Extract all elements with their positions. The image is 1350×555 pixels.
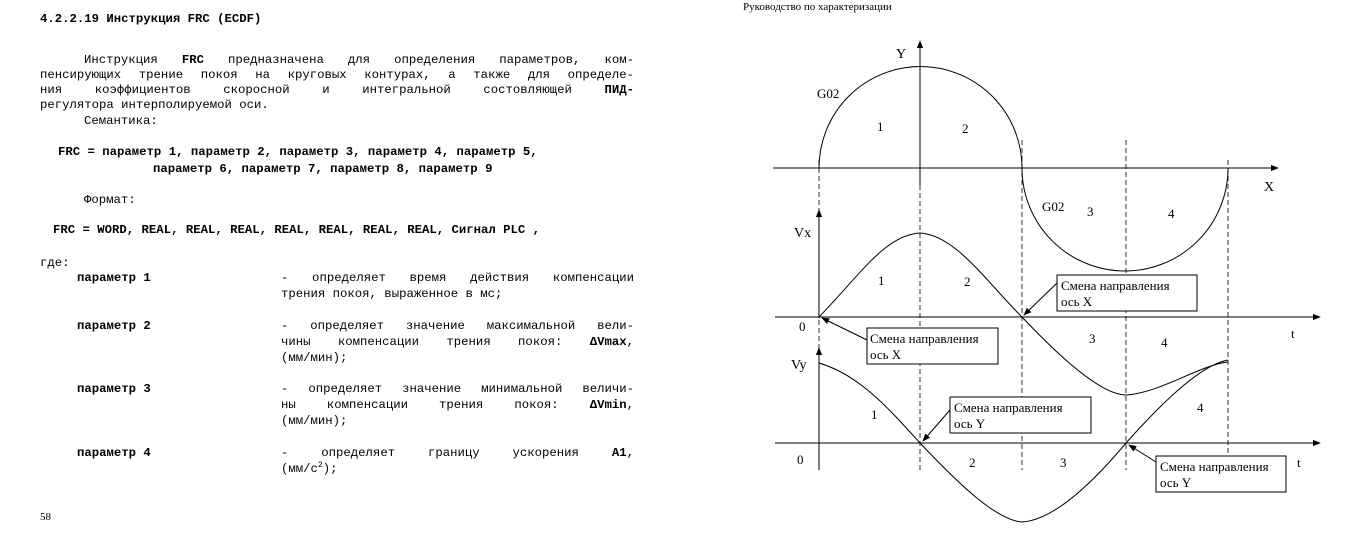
vy-label: Vy bbox=[791, 358, 807, 373]
page-number: 58 bbox=[40, 511, 51, 523]
param-4-name: параметр 4 bbox=[77, 446, 151, 460]
callout-vx-right bbox=[1024, 275, 1197, 315]
where-label: где: bbox=[40, 256, 70, 270]
vx-quadrant-2: 2 bbox=[964, 274, 971, 289]
callout-arrow bbox=[1129, 445, 1156, 462]
vy-t-label: t bbox=[1297, 455, 1301, 470]
param-2-name: параметр 2 bbox=[77, 319, 151, 333]
param-2-desc-3: (мм/мин); bbox=[281, 351, 348, 365]
callout-line-2: ось Y bbox=[1160, 475, 1192, 490]
circle-quadrant-1: 1 bbox=[877, 119, 884, 134]
vx-quadrant-1: 1 bbox=[878, 273, 885, 288]
lower-arc bbox=[1022, 168, 1228, 271]
callout-vy-right bbox=[1129, 445, 1286, 492]
vx-quadrant-3: 3 bbox=[1089, 331, 1096, 346]
y-axis-label: Y bbox=[896, 47, 907, 62]
callout-line-1: Смена направления bbox=[954, 400, 1063, 415]
circle-quadrant-3: 3 bbox=[1087, 204, 1094, 219]
callout-arrow bbox=[1024, 283, 1057, 315]
param-1-name: параметр 1 bbox=[77, 271, 151, 285]
intro-line-2: пенсирующих трение покоя на круговых контурах, а также для определе- bbox=[40, 68, 634, 82]
intro-line-4: регулятора интерполируемой оси. bbox=[40, 98, 269, 112]
x-axis-label: X bbox=[1264, 180, 1275, 195]
vy-zero-label: 0 bbox=[797, 452, 804, 467]
circle-graph bbox=[773, 41, 1278, 271]
vx-label: Vx bbox=[794, 226, 812, 241]
format-label: Формат: bbox=[84, 193, 136, 207]
param-1-desc-1: - определяет время действия компенсации bbox=[281, 271, 634, 285]
vy-graph bbox=[775, 348, 1320, 522]
vx-zero-label: 0 bbox=[799, 319, 806, 334]
g02-bottom-label: G02 bbox=[1042, 199, 1065, 214]
param-3-desc-2: ны компенсации трения покоя: ΔVmin, bbox=[281, 398, 634, 412]
vx-t-label: t bbox=[1291, 326, 1295, 341]
semantics-label: Семантика: bbox=[84, 114, 158, 128]
running-header: Руководство по характеризации bbox=[743, 1, 892, 13]
vx-curve bbox=[819, 233, 1228, 395]
vy-quadrant-4: 4 bbox=[1197, 400, 1204, 415]
friction-diagram bbox=[680, 0, 1350, 555]
param-3-desc-1: - определяет значение минимальной величи- bbox=[281, 382, 634, 396]
param-2-desc-2: чины компенсации трения покоя: ΔVmax, bbox=[281, 335, 634, 349]
format-line: FRC = WORD, REAL, REAL, REAL, REAL, REAL, REAL, REAL, Сигнал PLC , bbox=[53, 223, 541, 237]
section-heading: 4.2.2.19 Инструкция FRC (ECDF) bbox=[40, 12, 262, 26]
intro-line-1: Инструкция FRC предназначена для определения параметров, ком- bbox=[84, 53, 634, 67]
callout-line-2: ось X bbox=[870, 347, 902, 362]
callout-arrow bbox=[923, 410, 950, 441]
callout-line-1: Смена направления bbox=[1061, 278, 1170, 293]
intro-line-3: ния коэффициентов скоросной и интегральной состовляющей ПИД- bbox=[40, 83, 634, 97]
right-page bbox=[680, 0, 1350, 555]
vy-quadrant-2: 2 bbox=[969, 455, 976, 470]
callout-line-1: Смена направления bbox=[870, 331, 979, 346]
param-3-desc-3: (мм/мин); bbox=[281, 414, 348, 428]
callout-line-1: Смена направления bbox=[1160, 459, 1269, 474]
callout-line-2: ось X bbox=[1061, 294, 1093, 309]
circle-quadrant-4: 4 bbox=[1168, 206, 1175, 221]
callout-vy-mid bbox=[923, 397, 1091, 441]
param-4-desc-2: $(мм/с^2)$; bbox=[281, 460, 338, 476]
vy-quadrant-1: 1 bbox=[871, 407, 878, 422]
param-1-desc-2: трения покоя, выраженное в мс; bbox=[281, 287, 503, 301]
callout-vx-left bbox=[822, 318, 998, 364]
semantics-line-1: FRC = параметр 1, параметр 2, параметр 3, параметр 4, параметр 5, bbox=[58, 145, 538, 159]
callout-line-2: ось Y bbox=[954, 416, 986, 431]
vx-graph bbox=[775, 210, 1320, 395]
vx-quadrant-4: 4 bbox=[1161, 335, 1168, 350]
g02-top-label: G02 bbox=[817, 86, 840, 101]
param-4-desc-1: - определяет границу ускорения A1, bbox=[281, 446, 634, 460]
param-2-desc-1: - определяет значение максимальной вели- bbox=[281, 319, 634, 333]
param-3-name: параметр 3 bbox=[77, 382, 151, 396]
callout-arrow bbox=[822, 318, 867, 340]
vy-quadrant-3: 3 bbox=[1060, 455, 1067, 470]
circle-quadrant-2: 2 bbox=[962, 121, 969, 136]
semantics-line-2: параметр 6, параметр 7, параметр 8, параметр 9 bbox=[153, 162, 493, 176]
